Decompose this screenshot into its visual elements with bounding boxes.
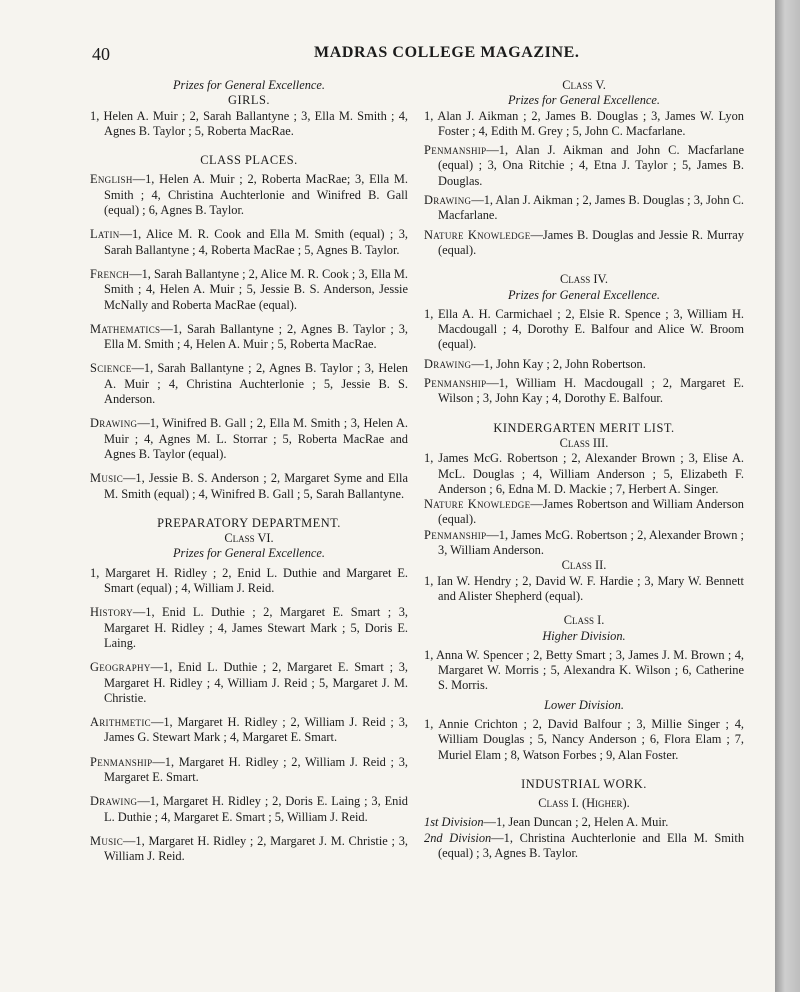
class-places-heading: CLASS PLACES. (200, 153, 298, 168)
first-division-entry: 1st Division—1, Jean Duncan ; 2, Helen A. Muir. (424, 815, 669, 830)
subject-label: Science (90, 361, 132, 376)
running-title: MADRAS COLLEGE MAGAZINE. (314, 44, 580, 61)
science-entry: Science—1, Sarah Ballantyne ; 2, Agnes B. Taylor ; 3, Helen A. Muir ; 4, Christina Auchterlonie ; 5, Jessie B. S. Anderson. (90, 361, 408, 407)
music-entry: Music—1, Jessie B. S. Anderson ; 2, Margaret Syme and Ella M. Smith (equal) ; 4, Winifred B. Gall ; 5, Sarah Ballantyne. (90, 471, 408, 501)
subject-label: French (90, 266, 130, 281)
nature-v-entry: Nature Knowledge—James B. Douglas and Jessie R. Murray (equal). (424, 227, 744, 257)
subject-label: English (90, 172, 133, 187)
subject-label: Drawing (424, 356, 472, 371)
geography-entry: Geography—1, Enid L. Duthie ; 2, Margaret E. Smart ; 3, Margaret H. Ridley ; 4, William J. Reid ; 5, Margaret J. M. Christie. (90, 660, 408, 705)
history-entry: History—1, Enid L. Duthie ; 2, Margaret E. Smart ; 3, Margaret H. Ridley ; 4, James Stewart Mark ; 5, Doris E. Laing. (90, 605, 408, 650)
page-number: 40 (92, 44, 110, 64)
second-division-entry: 2nd Division—1, Christina Auchterlonie and Ella M. Smith (equal) ; 3, Agnes B. Taylor. (424, 830, 745, 861)
subject-label: History (90, 605, 133, 620)
girls-heading: GIRLS. (228, 93, 270, 108)
drawing-vi-entry: Drawing—1, Margaret H. Ridley ; 2, Doris E. Laing ; 3, Enid L. Duthie ; 4, Margaret E. Smart ; 5, William J. Reid. (90, 794, 408, 824)
drawing-iv-entry: Drawing—1, John Kay ; 2, John Robertson. (424, 356, 646, 371)
subject-label: Nature Knowledge (424, 497, 531, 512)
latin-entry: Latin—1, Alice M. R. Cook and Ella M. Smith (equal) ; 3, Sarah Ballantyne ; 4, Roberta MacRae ; 5, Agnes B. Taylor. (90, 227, 408, 257)
girls-list: 1, Helen A. Muir ; 2, Sarah Ballantyne ; 3, Ella M. Smith ; 4, Agnes B. Taylor ; 5, Roberta MacRae. (90, 108, 408, 138)
division-label: 1st Division (424, 815, 484, 830)
mathematics-entry: Mathematics—1, Sarah Ballantyne ; 2, Agnes B. Taylor ; 3, Ella M. Smith ; 4, Helen A. Muir ; 5, Roberta MacRae. (90, 321, 408, 352)
class-ii-heading: Class II. (561, 558, 607, 573)
class-iii-list: 1, James McG. Robertson ; 2, Alexander Brown ; 3, Elise A. McL. Douglas ; 4, William Anderson ; 5, Elizabeth F. Anderson ; 6, Edna M. D. Mackie ; 7, Herbert A. Singer. (424, 451, 744, 496)
left-column (90, 78, 408, 864)
class-vi-list: 1, Margaret H. Ridley ; 2, Enid L. Duthie and Margaret E. Smart (equal) ; 4, William J. Reid. (90, 565, 408, 596)
class-ii-list: 1, Ian W. Hendry ; 2, David W. F. Hardie ; 3, Mary W. Bennett and Alister Shepherd (equal). (424, 573, 744, 603)
subject-label: Mathematics (90, 321, 161, 336)
preparatory-heading: PREPARATORY DEPARTMENT. (157, 515, 341, 530)
arithmetic-entry: Arithmetic—1, Margaret H. Ridley ; 2, William J. Reid ; 3, James G. Stewart Mark ; 4, Margaret E. Smart. (90, 715, 408, 745)
subject-label: Arithmetic (90, 715, 151, 730)
music-vi-entry: Music—1, Margaret H. Ridley ; 2, Margaret J. M. Christie ; 3, William J. Reid. (90, 833, 408, 864)
class-vi-heading: Class VI. (224, 531, 274, 546)
penmanship-v-entry: Penmanship—1, Alan J. Aikman and John C. Macfarlane (equal) ; 3, Ona Ritchie ; 4, Etna J. Taylor ; 5, James B. Douglas. (424, 143, 744, 188)
subject-label: Penmanship (424, 527, 487, 542)
subject-label: Latin (90, 227, 120, 242)
class-v-list: 1, Alan J. Aikman ; 2, James B. Douglas ; 3, James W. Lyon Foster ; 4, Edith M. Grey ; 5, John C. Macfarlane. (424, 108, 744, 138)
french-entry: French—1, Sarah Ballantyne ; 2, Alice M. R. Cook ; 3, Ella M. Smith ; 4, Helen A. Muir ; 5, Jessie B. S. Anderson, Jessie McNally and Roberta MacRae (equal). (90, 266, 408, 312)
subject-label: Nature Knowledge (424, 227, 531, 242)
english-entry: English—1, Helen A. Muir ; 2, Roberta MacRae; 3, Ella M. Smith ; 4, Christina Auchterlonie and Winifred B. Gall (equal) ; 6, Agnes B. Taylor. (90, 172, 408, 218)
class-i-heading: Class I. (563, 613, 605, 628)
kindergarten-heading: KINDERGARTEN MERIT LIST. (493, 420, 675, 435)
right-column (424, 78, 744, 861)
subject-label: Penmanship (424, 143, 487, 158)
subject-label: Music (90, 833, 124, 848)
nature-iii-entry: Nature Knowledge—James Robertson and William Anderson (equal). (424, 497, 745, 527)
class-iv-prizes-heading: Prizes for General Excellence. (507, 287, 661, 302)
higher-division-list: 1, Anna W. Spencer ; 2, Betty Smart ; 3, James J. M. Brown ; 4, Margaret W. Morris ; 5, Alexandra K. Wilson ; 6, Catherine S. Morris. (424, 647, 744, 693)
class-v-prizes-heading: Prizes for General Excellence. (507, 93, 661, 108)
class-iv-heading: Class IV. (560, 272, 608, 287)
penmanship-iv-entry: Penmanship—1, William H. Macdougall ; 2, Margaret E. Wilson ; 3, John Kay ; 4, Dorothy E. Balfour. (424, 376, 744, 406)
division-label: 2nd Division (424, 830, 492, 845)
class-iii-heading: Class III. (559, 435, 609, 450)
class-v-heading: Class V. (562, 78, 606, 92)
lower-division-list: 1, Annie Crichton ; 2, David Balfour ; 3, Millie Singer ; 4, William Douglas ; 5, Nancy Anderson ; 6, Flora Elam ; 7, Muriel Elam ; 8, Watson Forbes ; 9, Alan Foster. (424, 716, 744, 762)
subject-label: Drawing (90, 416, 138, 431)
drawing-v-entry: Drawing—1, Alan J. Aikman ; 2, James B. Douglas ; 3, John C. Macfarlane. (424, 193, 744, 223)
subject-label: Geography (90, 660, 151, 675)
higher-division-heading: Higher Division. (542, 628, 626, 643)
page-edge (775, 0, 800, 992)
penmanship-entry: Penmanship—1, Margaret H. Ridley ; 2, William J. Reid ; 3, Margaret E. Smart. (90, 754, 408, 784)
penmanship-iii-entry: Penmanship—1, James McG. Robertson ; 2, Alexander Brown ; 3, William Anderson. (424, 527, 744, 558)
subject-label: Drawing (90, 794, 138, 809)
class-iv-list: 1, Ella A. H. Carmichael ; 2, Elsie R. Spence ; 3, William H. Macdougall ; 4, Dorothy E. Balfour and Alice W. Broom (equal). (424, 306, 744, 352)
prizes-heading: Prizes for General Excellence. (172, 78, 326, 92)
industrial-work-heading: INDUSTRIAL WORK. (521, 776, 647, 791)
class-vi-prizes-heading: Prizes for General Excellence. (172, 546, 326, 561)
industrial-class-heading: Class I. (Higher). (538, 796, 630, 811)
subject-label: Drawing (424, 193, 472, 208)
drawing-entry: Drawing—1, Winifred B. Gall ; 2, Ella M. Smith ; 3, Helen A. Muir ; 4, Agnes M. L. Storrar ; 5, Roberta MacRae and Agnes B. Taylor (equal). (90, 416, 408, 461)
lower-division-heading: Lower Division. (544, 697, 624, 712)
page-header (92, 44, 752, 68)
subject-label: Penmanship (90, 754, 153, 769)
subject-label: Music (90, 471, 124, 486)
subject-label: Penmanship (424, 376, 487, 391)
